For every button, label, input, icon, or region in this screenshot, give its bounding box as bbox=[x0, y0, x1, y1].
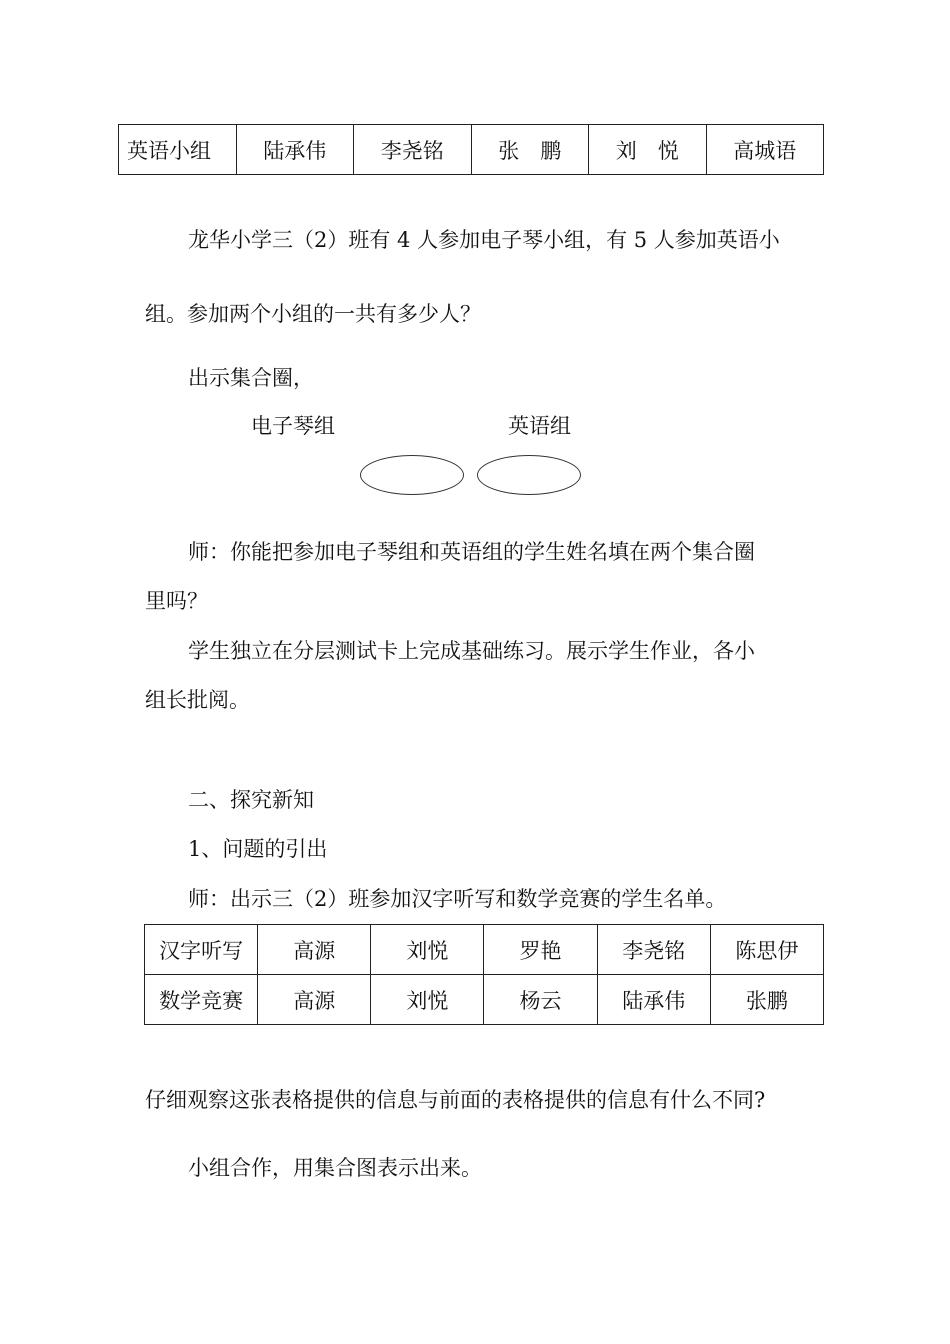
table-cell: 张 鹏 bbox=[471, 125, 589, 175]
table-cell: 杨云 bbox=[484, 975, 597, 1025]
table-cell: 数学竞赛 bbox=[145, 975, 258, 1025]
table-cell: 李尧铭 bbox=[354, 125, 472, 175]
table-cell: 高源 bbox=[258, 975, 371, 1025]
paragraph-group-work: 小组合作，用集合图表示出来。 bbox=[188, 1156, 482, 1180]
venn-label-left: 电子琴组 bbox=[251, 414, 335, 438]
table-cell: 英语小组 bbox=[119, 125, 237, 175]
paragraph-observe: 仔细观察这张表格提供的信息与前面的表格提供的信息有什么不同? bbox=[145, 1088, 766, 1112]
table-cell: 汉字听写 bbox=[145, 925, 258, 975]
table-cell: 高城语 bbox=[706, 125, 824, 175]
venn-label-right: 英语组 bbox=[508, 414, 571, 438]
paragraph-teacher-question-line1: 师：你能把参加电子琴组和英语组的学生姓名填在两个集合圈 bbox=[188, 540, 755, 564]
paragraph-show-sets: 出示集合圈， bbox=[188, 366, 314, 390]
subsection-heading: 1、问题的引出 bbox=[188, 837, 328, 861]
paragraph-problem-line2: 组。参加两个小组的一共有多少人？ bbox=[145, 302, 481, 326]
venn-circle-left bbox=[360, 455, 464, 495]
paragraph-problem-line1: 龙华小学三（2）班有 4 人参加电子琴小组，有 5 人参加英语小 bbox=[188, 228, 780, 252]
table-cell: 张鹏 bbox=[710, 975, 823, 1025]
table-english-group bbox=[118, 124, 824, 175]
table-cell: 陆承伟 bbox=[236, 125, 354, 175]
paragraph-show-list: 师：出示三（2）班参加汉字听写和数学竞赛的学生名单。 bbox=[188, 887, 727, 911]
venn-circle-right bbox=[477, 455, 581, 495]
table-row bbox=[145, 975, 824, 1025]
table-cell: 罗艳 bbox=[484, 925, 597, 975]
table-row bbox=[145, 925, 824, 975]
table-cell: 陆承伟 bbox=[597, 975, 710, 1025]
table-competition-list bbox=[144, 924, 824, 1025]
section-heading: 二、探究新知 bbox=[188, 788, 314, 812]
paragraph-students-line1: 学生独立在分层测试卡上完成基础练习。展示学生作业，各小 bbox=[188, 639, 755, 663]
table-cell: 陈思伊 bbox=[710, 925, 823, 975]
table-cell: 刘 悦 bbox=[589, 125, 707, 175]
table-cell: 刘悦 bbox=[371, 975, 484, 1025]
table-row bbox=[119, 125, 824, 175]
table-cell: 高源 bbox=[258, 925, 371, 975]
table-cell: 李尧铭 bbox=[597, 925, 710, 975]
paragraph-students-line2: 组长批阅。 bbox=[145, 688, 250, 712]
table-cell: 刘悦 bbox=[371, 925, 484, 975]
paragraph-teacher-question-line2: 里吗？ bbox=[145, 589, 208, 613]
